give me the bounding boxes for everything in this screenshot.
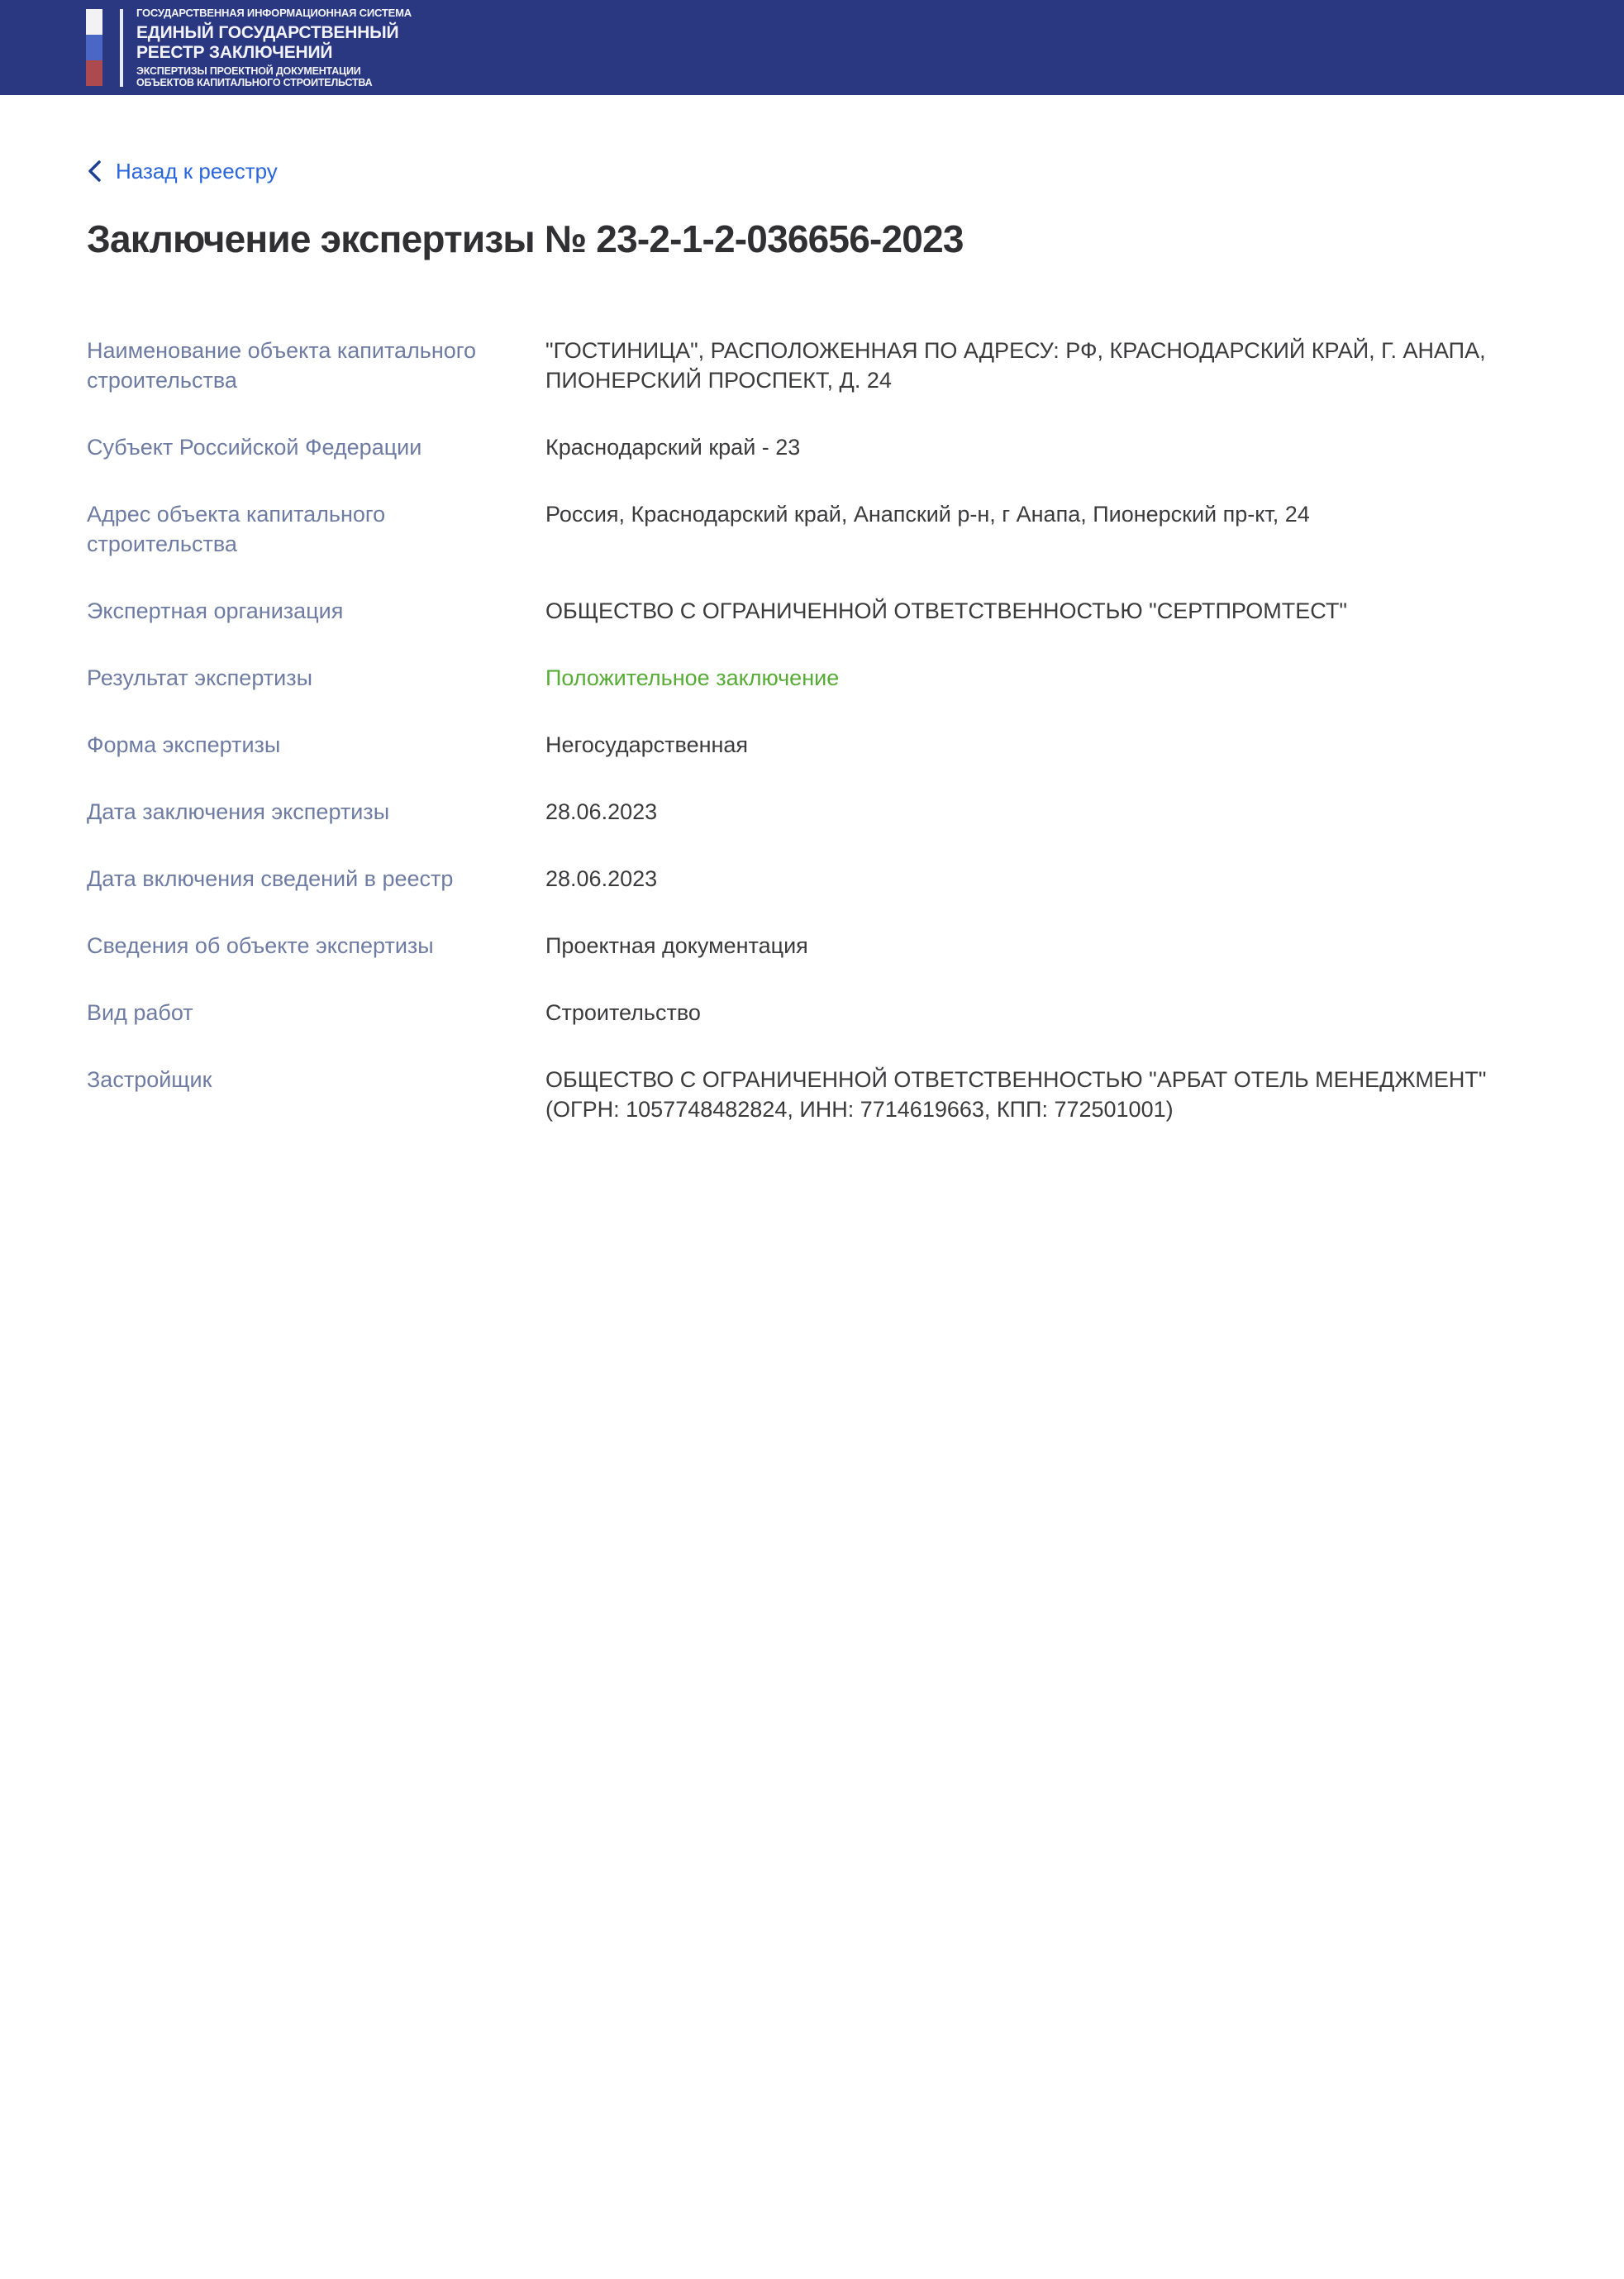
detail-label: Застройщик	[87, 1067, 212, 1092]
detail-label: Вид работ	[87, 1000, 193, 1025]
brand-divider	[120, 9, 123, 87]
work-type-value: Строительство	[545, 1000, 701, 1025]
brand-system-label: ГОСУДАРСТВЕННАЯ ИНФОРМАЦИОННАЯ СИСТЕМА	[136, 7, 412, 19]
brand-subtitle-line1: ЭКСПЕРТИЗЫ ПРОЕКТНОЙ ДОКУМЕНТАЦИИ	[136, 65, 361, 77]
detail-label: Форма экспертизы	[87, 732, 281, 757]
russia-flag-icon	[86, 9, 102, 87]
detail-label: Экспертная организация	[87, 598, 344, 623]
main-content	[0, 95, 1624, 1124]
chevron-left-icon	[87, 160, 102, 183]
developer-value: ОБЩЕСТВО С ОГРАНИЧЕННОЙ ОТВЕТСТВЕННОСТЬЮ "АРБАТ ОТЕЛЬ МЕНЕДЖМЕНТ" (ОГРН: 1057748482824, ИНН: 7714619663, КПП: 772501001)	[545, 1067, 1487, 1122]
flag-stripe-blue	[86, 35, 102, 60]
detail-row-object-name	[87, 336, 1537, 395]
detail-row-expertise-form	[87, 730, 1537, 760]
detail-row-federation-subject	[87, 432, 1537, 462]
brand-logo	[86, 7, 412, 88]
expertise-object-info-value: Проектная документация	[545, 933, 808, 958]
conclusion-date-value: 28.06.2023	[545, 799, 658, 824]
app-header	[0, 0, 1624, 95]
object-name-value: "ГОСТИНИЦА", РАСПОЛОЖЕННАЯ ПО АДРЕСУ: РФ, КРАСНОДАРСКИЙ КРАЙ, Г. АНАПА, ПИОНЕРСКИЙ ПРОСПЕКТ, Д. 24	[545, 338, 1486, 393]
detail-row-object-address	[87, 499, 1537, 559]
detail-row-registry-inclusion-date	[87, 864, 1537, 894]
detail-label: Наименование объекта капитального строительства	[87, 338, 477, 393]
back-to-registry-link[interactable]	[87, 160, 278, 183]
flag-stripe-white	[86, 9, 102, 35]
flag-stripe-red	[86, 60, 102, 86]
detail-label: Сведения об объекте экспертизы	[87, 933, 434, 958]
conclusion-details	[87, 336, 1537, 1124]
detail-label: Субъект Российской Федерации	[87, 435, 422, 460]
detail-row-conclusion-date	[87, 797, 1537, 827]
detail-row-expert-organization	[87, 596, 1537, 626]
detail-label: Дата включения сведений в реестр	[87, 866, 454, 891]
detail-label: Адрес объекта капитального строительства	[87, 502, 386, 556]
brand-text	[136, 7, 412, 88]
brand-registry-line2: РЕЕСТР ЗАКЛЮЧЕНИЙ	[136, 43, 333, 62]
detail-row-work-type	[87, 998, 1537, 1027]
page-title: Заключение экспертизы № 23-2-1-2-036656-2023	[87, 217, 964, 260]
detail-row-expertise-object-info	[87, 931, 1537, 961]
expert-organization-value: ОБЩЕСТВО С ОГРАНИЧЕННОЙ ОТВЕТСТВЕННОСТЬЮ "СЕРТПРОМТЕСТ"	[545, 598, 1347, 623]
brand-registry-line1: ЕДИНЫЙ ГОСУДАРСТВЕННЫЙ	[136, 23, 399, 42]
expertise-result-value: Положительное заключение	[545, 665, 840, 690]
federation-subject-value: Краснодарский край - 23	[545, 435, 801, 460]
object-address-value: Россия, Краснодарский край, Анапский р-н, г Анапа, Пионерский пр-кт, 24	[545, 502, 1310, 527]
detail-row-developer	[87, 1065, 1537, 1124]
registry-inclusion-date-value: 28.06.2023	[545, 866, 658, 891]
detail-row-expertise-result	[87, 663, 1537, 693]
brand-subtitle-line2: ОБЪЕКТОВ КАПИТАЛЬНОГО СТРОИТЕЛЬСТВА	[136, 76, 373, 88]
back-link-label: Назад к реестру	[116, 159, 278, 184]
detail-label: Дата заключения экспертизы	[87, 799, 390, 824]
expertise-form-value: Негосударственная	[545, 732, 749, 757]
detail-label: Результат экспертизы	[87, 665, 312, 690]
